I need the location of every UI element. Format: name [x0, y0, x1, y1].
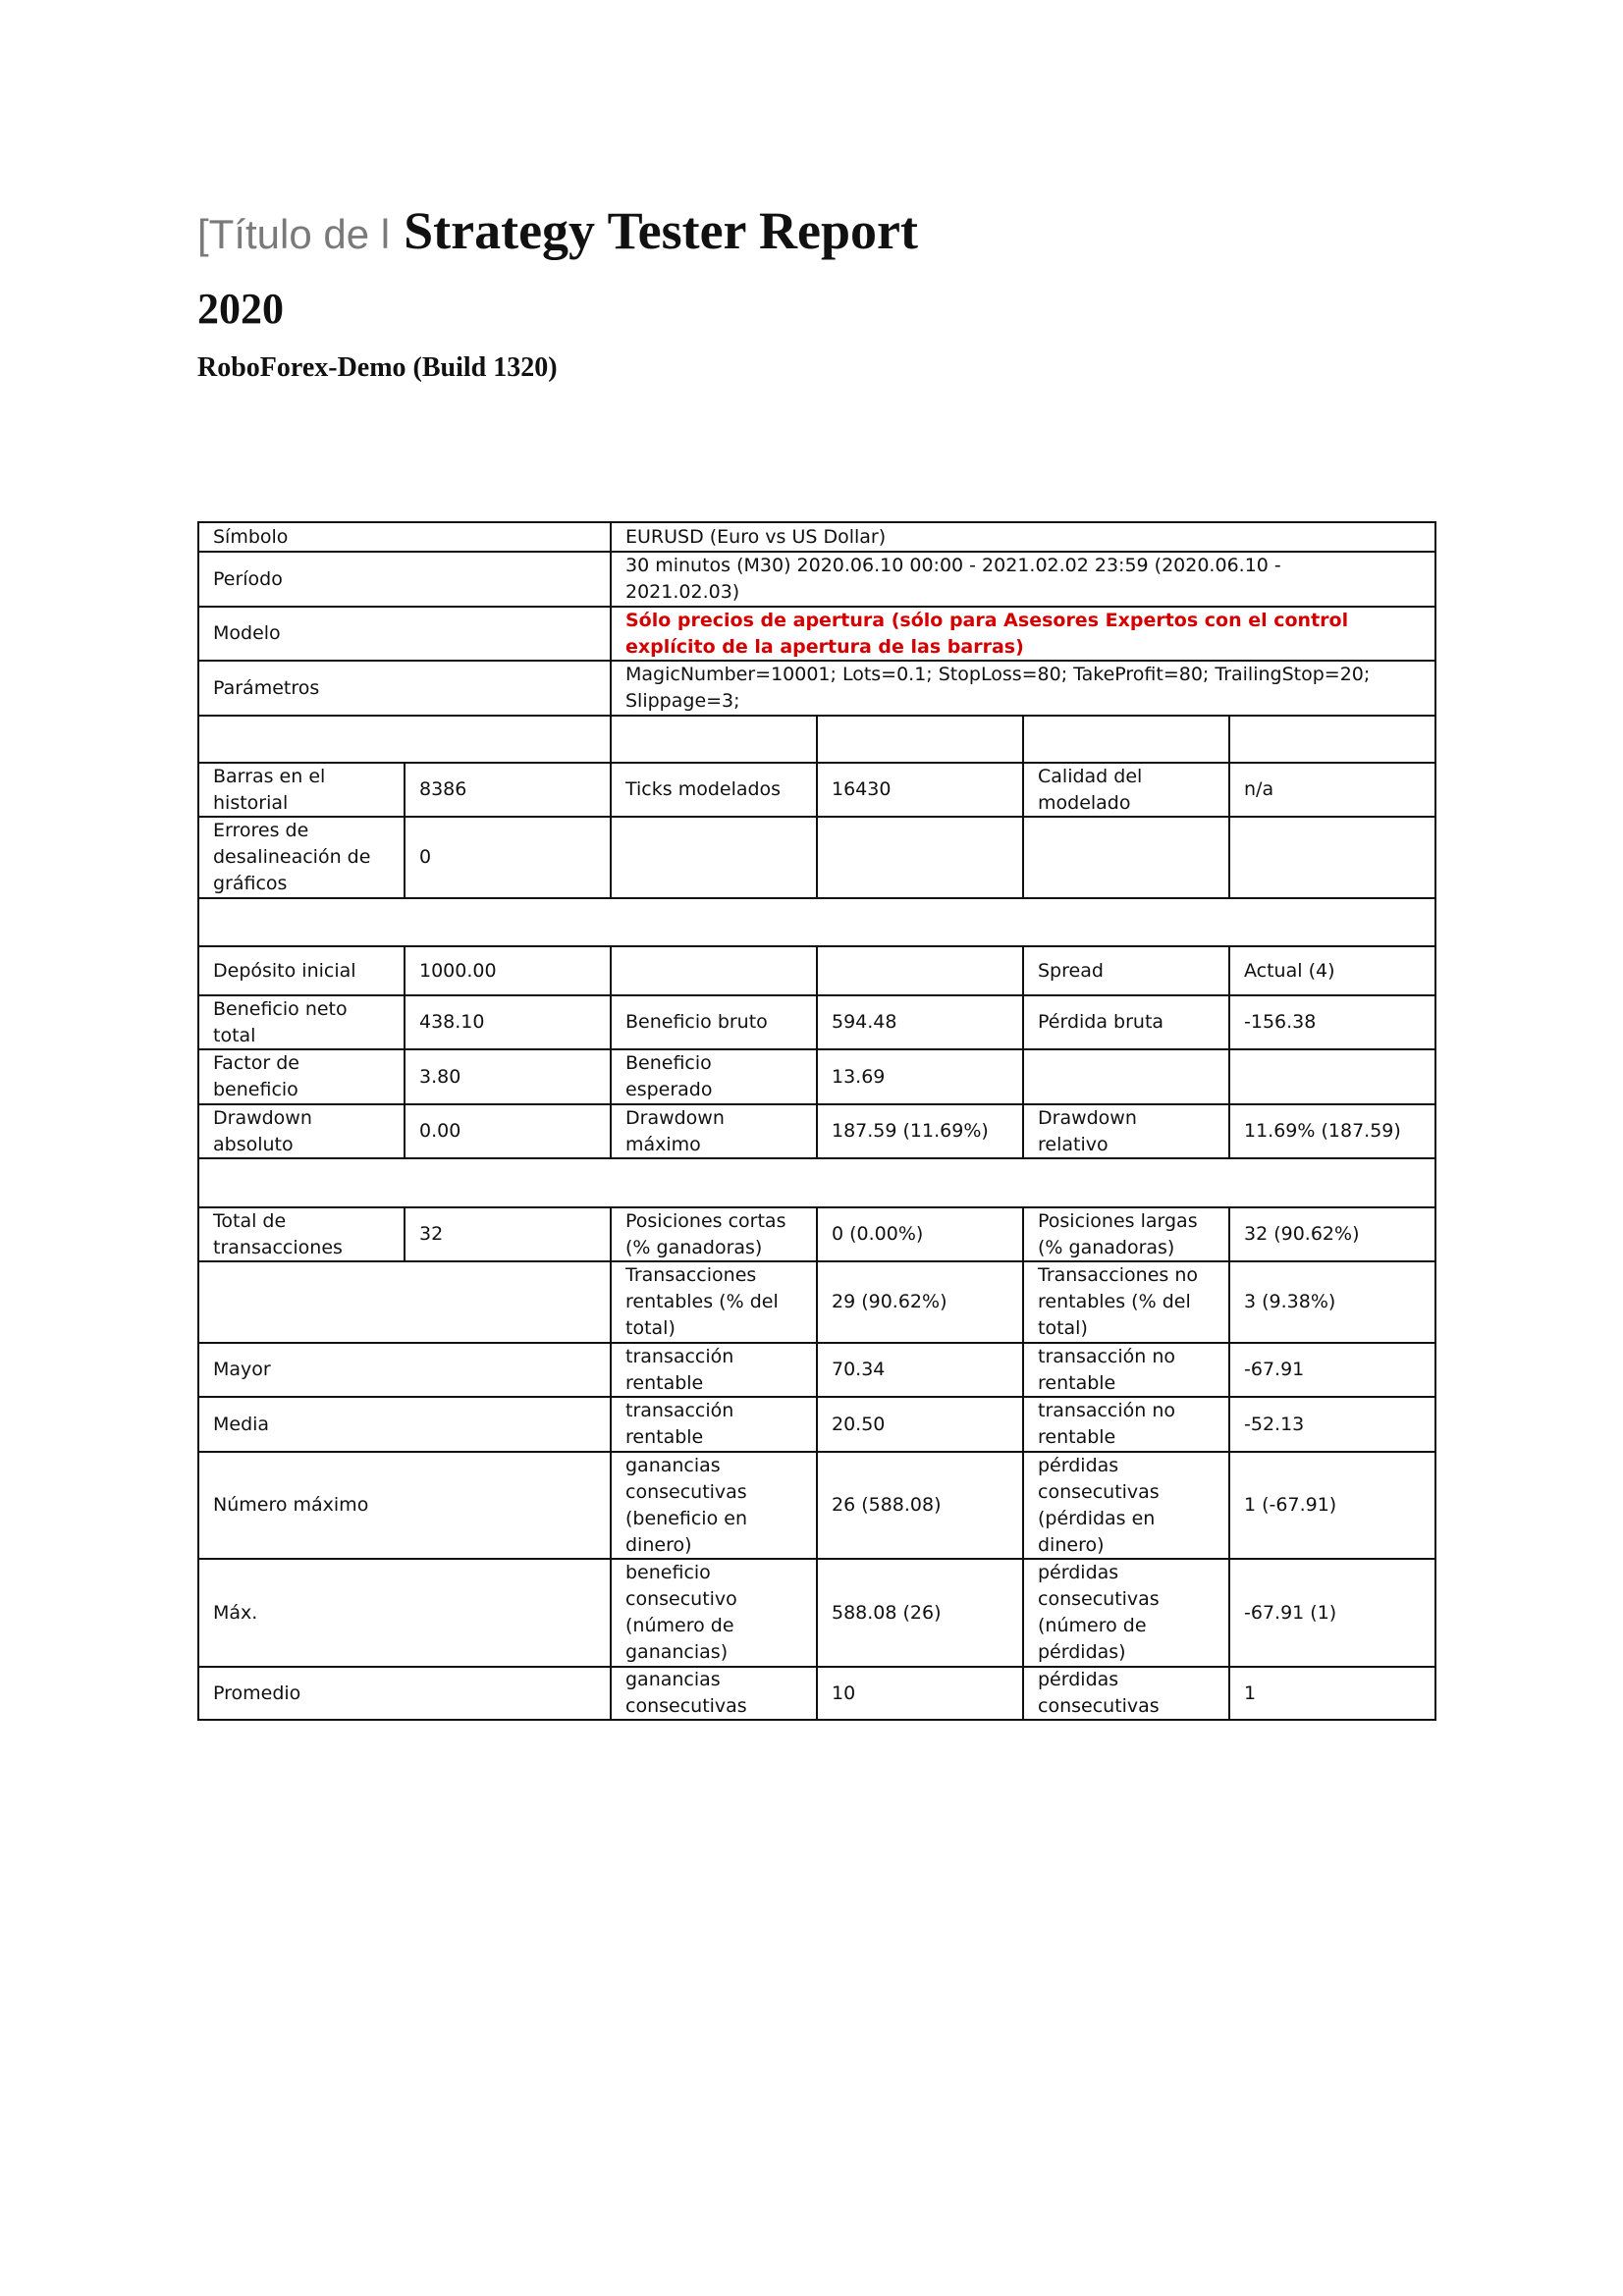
empty-cell [1230, 717, 1436, 764]
cell-text: explícito de la apertura de las barras) [625, 635, 1024, 658]
cell-text: 26 (588.08) [832, 1494, 942, 1516]
table-cell [612, 1344, 818, 1398]
cell-text: Promedio [213, 1682, 301, 1704]
cell-text: total) [625, 1317, 676, 1339]
cell-text: ganancias [625, 1669, 721, 1690]
table-cell [818, 1344, 1024, 1398]
cell-text: transacción no [1038, 1345, 1176, 1367]
cell-text: (beneficio en [625, 1507, 747, 1529]
cell-text: Modelo [213, 622, 281, 644]
empty-cell [199, 899, 1436, 947]
cell-text: Pérdida bruta [1038, 1011, 1164, 1033]
table-cell [1024, 1560, 1230, 1668]
cell-text: historial [213, 791, 289, 814]
cell-text: pérdidas [1038, 1562, 1119, 1583]
empty-cell [818, 818, 1024, 899]
empty-cell [199, 1159, 1436, 1208]
cell-text: pérdidas [1038, 1454, 1119, 1476]
cell-text: Depósito inicial [213, 959, 356, 982]
empty-cell [1230, 1050, 1436, 1105]
empty-cell [818, 947, 1024, 996]
table-cell [612, 1262, 818, 1344]
cell-text: (% ganadoras) [625, 1236, 763, 1258]
table-cell [199, 1453, 612, 1560]
cell-text: 11.69% (187.59) [1244, 1120, 1401, 1142]
table-cell [199, 764, 406, 818]
cell-text: Factor de [213, 1052, 299, 1074]
empty-cell [612, 947, 818, 996]
cell-text: 1 [1244, 1682, 1257, 1704]
table-cell [406, 764, 612, 818]
table-cell [612, 1560, 818, 1668]
table-cell [1024, 1208, 1230, 1262]
table-cell [1230, 1668, 1436, 1721]
table-cell [612, 662, 1436, 717]
table-cell [1230, 1105, 1436, 1159]
table-cell [199, 1560, 612, 1668]
table-cell [1230, 1398, 1436, 1453]
table-cell [1230, 996, 1436, 1050]
table-cell [199, 523, 612, 553]
cell-text: pérdidas) [1038, 1641, 1126, 1663]
cell-text: rentables (% del [1038, 1291, 1191, 1312]
table-cell [199, 1668, 612, 1721]
report-table [197, 521, 1436, 1721]
cell-text: Posiciones cortas [625, 1209, 786, 1232]
cell-text: desalineación de [213, 846, 371, 868]
cell-text: Slippage=3; [625, 690, 740, 712]
cell-text: Calidad del [1038, 765, 1143, 787]
cell-text: -67.91 [1244, 1359, 1305, 1380]
table-cell [612, 1668, 818, 1721]
cell-text: Beneficio bruto [625, 1011, 768, 1033]
table-cell [818, 1208, 1024, 1262]
table-cell [1230, 1560, 1436, 1668]
cell-text: modelado [1038, 791, 1131, 814]
table-cell [1024, 1105, 1230, 1159]
table-cell [1024, 1398, 1230, 1453]
cell-text: total) [1038, 1317, 1088, 1339]
cell-text: pérdidas [1038, 1669, 1119, 1690]
cell-text: 13.69 [832, 1065, 886, 1088]
report-title [197, 201, 918, 260]
empty-cell [1024, 1050, 1230, 1105]
cell-text: Transacciones [625, 1264, 757, 1286]
cell-text: Barras en el [213, 765, 326, 787]
table-cell [1230, 1344, 1436, 1398]
table-cell [1024, 1668, 1230, 1721]
table-cell [612, 553, 1436, 608]
cell-text: Período [213, 567, 283, 590]
table-cell [612, 1453, 818, 1560]
cell-text: Beneficio neto [213, 997, 348, 1020]
empty-cell [1024, 717, 1230, 764]
cell-text: -67.91 (1) [1244, 1601, 1337, 1624]
table-cell [199, 818, 406, 899]
cell-text: MagicNumber=10001; Lots=0.1; StopLoss=80; TakeProfit=80; TrailingStop=20; [625, 664, 1371, 685]
table-cell [612, 996, 818, 1050]
table-cell [199, 1398, 612, 1453]
table-cell [1230, 764, 1436, 818]
empty-cell [612, 818, 818, 899]
cell-text: 10 [832, 1682, 856, 1704]
cell-text: Drawdown [625, 1106, 725, 1129]
empty-cell [1230, 818, 1436, 899]
cell-text: 1000.00 [419, 959, 497, 982]
cell-text: 438.10 [419, 1011, 485, 1033]
cell-text: Mayor [213, 1359, 271, 1380]
cell-text: 3 (9.38%) [1244, 1291, 1336, 1312]
table-cell [199, 662, 612, 717]
table-cell [199, 1105, 406, 1159]
cell-text: Errores de [213, 820, 309, 841]
cell-text: 32 [419, 1223, 444, 1245]
report-year: 2020 [197, 285, 284, 333]
cell-text: n/a [1244, 778, 1274, 800]
cell-text: rentable [1038, 1371, 1116, 1394]
cell-text: 29 (90.62%) [832, 1291, 947, 1312]
cell-text: 32 (90.62%) [1244, 1223, 1360, 1245]
table-cell [199, 1050, 406, 1105]
table-cell [818, 996, 1024, 1050]
cell-text: rentables (% del [625, 1291, 779, 1312]
cell-text: Número máximo [213, 1494, 369, 1516]
cell-text: 70.34 [832, 1359, 886, 1380]
cell-text: absoluto [213, 1133, 294, 1155]
page-title: Strategy Tester Report [404, 201, 918, 260]
table-cell [612, 1105, 818, 1159]
table-cell [199, 608, 612, 662]
cell-text: 16430 [832, 778, 892, 800]
cell-text: 0 [419, 846, 432, 868]
cell-text: 187.59 (11.69%) [832, 1120, 989, 1142]
table-cell [1024, 996, 1230, 1050]
cell-text: 20.50 [832, 1413, 886, 1435]
table-cell [406, 1050, 612, 1105]
cell-text: 1 (-67.91) [1244, 1494, 1337, 1516]
empty-cell [612, 717, 818, 764]
empty-cell [818, 717, 1024, 764]
table-cell [1024, 1262, 1230, 1344]
table-cell [1024, 947, 1230, 996]
cell-text: (% ganadoras) [1038, 1236, 1175, 1258]
cell-text: transacción [625, 1400, 734, 1421]
table-cell [406, 1208, 612, 1262]
table-cell [612, 1050, 818, 1105]
table-cell [199, 947, 406, 996]
table-cell [1230, 1453, 1436, 1560]
table-cell [1230, 1208, 1436, 1262]
cell-text: máximo [625, 1133, 701, 1155]
cell-text: consecutivo [625, 1588, 737, 1610]
cell-text: 2021.02.03) [625, 581, 740, 603]
cell-text: Actual (4) [1244, 959, 1335, 982]
cell-text: rentable [625, 1371, 704, 1394]
table-cell [818, 1453, 1024, 1560]
table-cell [1024, 1344, 1230, 1398]
title-placeholder: [Título de l [197, 211, 391, 257]
table-cell [1230, 947, 1436, 996]
cell-text: esperado [625, 1079, 713, 1100]
cell-text: gráficos [213, 873, 288, 894]
cell-text: Símbolo [213, 525, 289, 548]
cell-text: 3.80 [419, 1065, 461, 1088]
cell-text: ganancias [625, 1454, 721, 1476]
table-cell [612, 764, 818, 818]
empty-cell [199, 717, 612, 764]
cell-text: transacción [625, 1345, 734, 1367]
table-cell [818, 1668, 1024, 1721]
cell-text: dinero) [1038, 1533, 1105, 1556]
cell-text: (número de [625, 1615, 734, 1636]
table-cell [1230, 1262, 1436, 1344]
cell-text: 588.08 (26) [832, 1601, 942, 1624]
cell-text: beneficio [625, 1562, 711, 1583]
cell-text: 30 minutos (M30) 2020.06.10 00:00 - 2021.02.02 23:59 (2020.06.10 - [625, 555, 1281, 576]
cell-text: 8386 [419, 778, 467, 800]
table-cell [612, 1398, 818, 1453]
cell-text: Drawdown [1038, 1106, 1137, 1129]
table-cell [406, 947, 612, 996]
table-cell [818, 1398, 1024, 1453]
table-cell [818, 1105, 1024, 1159]
table-cell [199, 996, 406, 1050]
cell-text: beneficio [213, 1079, 298, 1100]
cell-text: Parámetros [213, 676, 320, 699]
cell-text: Sólo precios de apertura (sólo para Asesores Expertos con el control [625, 609, 1349, 631]
table-cell [612, 523, 1436, 553]
table-cell [199, 553, 612, 608]
cell-text: -52.13 [1244, 1413, 1305, 1435]
cell-text: consecutivas [1038, 1695, 1160, 1717]
cell-text: 0 (0.00%) [832, 1223, 924, 1245]
cell-text: relativo [1038, 1133, 1109, 1155]
table-cell [612, 608, 1436, 662]
cell-text: rentable [625, 1426, 704, 1448]
cell-text: consecutivas [1038, 1480, 1160, 1503]
table-cell [1024, 764, 1230, 818]
table-cell [818, 1560, 1024, 1668]
table-cell [199, 1344, 612, 1398]
cell-text: consecutivas [625, 1695, 747, 1717]
empty-cell [1024, 818, 1230, 899]
cell-text: 594.48 [832, 1011, 897, 1033]
cell-text: Máx. [213, 1601, 258, 1624]
cell-text: (pérdidas en [1038, 1507, 1156, 1529]
table-cell [818, 1050, 1024, 1105]
cell-text: consecutivas [1038, 1588, 1160, 1610]
table-cell [818, 764, 1024, 818]
cell-text: Total de [213, 1209, 287, 1232]
cell-text: Posiciones largas [1038, 1209, 1198, 1232]
cell-text: Drawdown [213, 1106, 312, 1129]
cell-text: transacciones [213, 1236, 343, 1258]
cell-text: 0.00 [419, 1120, 461, 1142]
table-cell [818, 1262, 1024, 1344]
table-cell [612, 1208, 818, 1262]
cell-text: rentable [1038, 1426, 1116, 1448]
cell-text: Beneficio [625, 1052, 712, 1074]
cell-text: consecutivas [625, 1480, 747, 1503]
table-cell [406, 1105, 612, 1159]
table-cell [1024, 1453, 1230, 1560]
cell-text: ganancias) [625, 1641, 729, 1663]
server-build: RoboForex-Demo (Build 1320) [197, 352, 558, 383]
table-cell [406, 996, 612, 1050]
cell-text: Transacciones no [1038, 1264, 1198, 1286]
cell-text: -156.38 [1244, 1011, 1317, 1033]
cell-text: Ticks modelados [625, 778, 782, 800]
empty-cell [199, 1262, 612, 1344]
cell-text: total [213, 1024, 256, 1046]
cell-text: Media [213, 1413, 270, 1435]
cell-text: dinero) [625, 1533, 692, 1556]
cell-text: Spread [1038, 959, 1104, 982]
cell-text: EURUSD (Euro vs US Dollar) [625, 525, 887, 548]
table-cell [406, 818, 612, 899]
cell-text: (número de [1038, 1615, 1147, 1636]
cell-text: transacción no [1038, 1400, 1176, 1421]
table-cell [199, 1208, 406, 1262]
